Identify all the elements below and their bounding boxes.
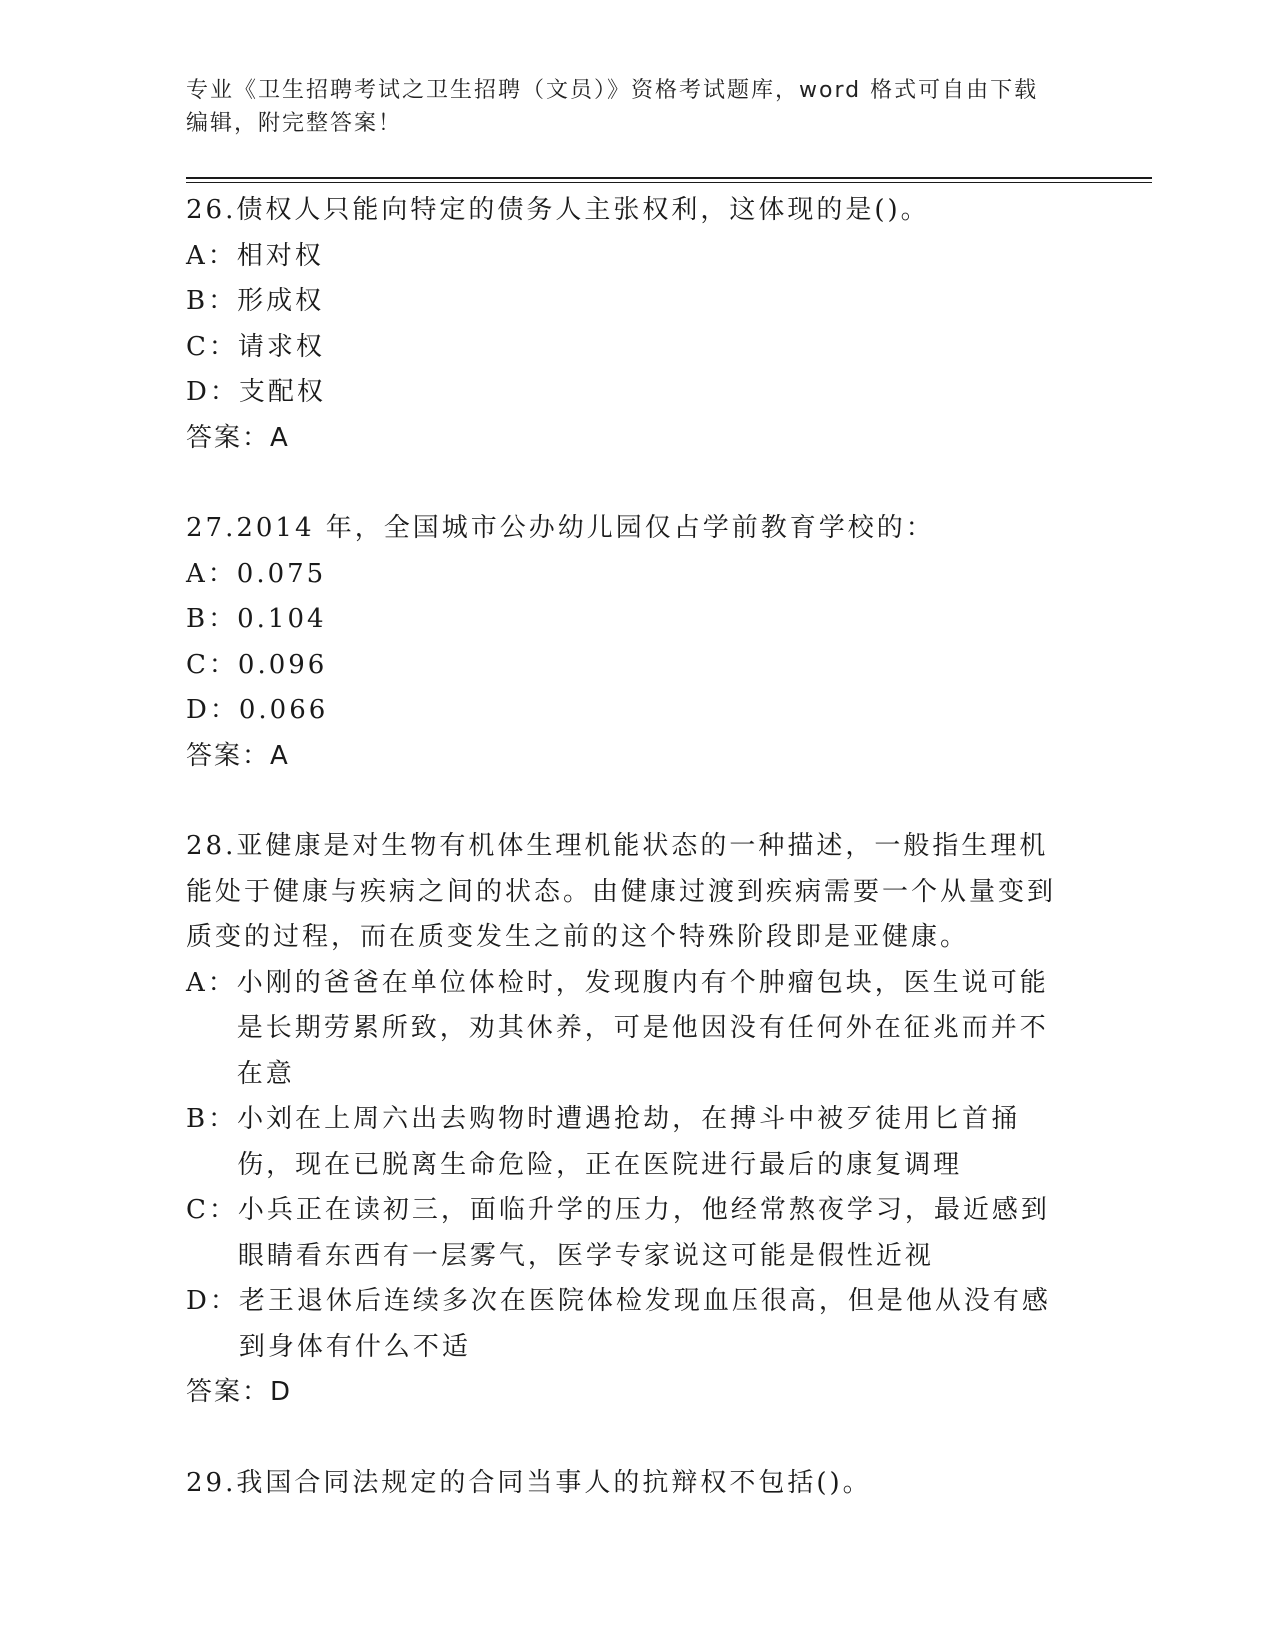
question-stem: 27.2014 年，全国城市公办幼儿园仅占学前教育学校的： — [186, 513, 935, 543]
question-27 — [186, 506, 1066, 779]
answer-line: 答案：A — [186, 740, 290, 771]
question-29 — [186, 1461, 1066, 1507]
option-letter: C： — [186, 649, 238, 680]
header-divider-thin — [186, 182, 1152, 183]
question-stem: 29.我国合同法规定的合同当事人的抗辩权不包括()。 — [186, 1467, 872, 1498]
option-d — [186, 1279, 1066, 1370]
question-stem: 28.亚健康是对生物有机体生理机能状态的一种描述，一般指生理机能处于健康与疾病之间的状态。由健康过渡到疾病需要一个从量变到质变的过程，而在质变发生之前的这个特殊阶段即是亚健康。 — [186, 831, 1057, 952]
answer-line: 答案：A — [186, 422, 290, 453]
option-b — [186, 279, 1066, 325]
option-text: 0.104 — [237, 604, 327, 634]
option-text: 小刚的爸爸在单位体检时，发现腹内有个肿瘤包块，医生说可能是长期劳累所致，劝其休养，可是他因没有任何外在征兆而并不在意 — [236, 967, 1049, 1089]
option-letter: B： — [186, 1104, 238, 1134]
option-a — [186, 552, 1066, 598]
question-28 — [186, 824, 1066, 1416]
option-text: 形成权 — [237, 286, 325, 316]
option-text: 小刘在上周六出去购物时遭遇抢劫，在搏斗中被歹徒用匕首捅伤，现在已脱离生命危险，正在医院进行最后的康复调理 — [237, 1104, 1021, 1180]
question-26 — [186, 188, 1066, 461]
option-text: 相对权 — [236, 240, 324, 271]
option-letter: A： — [186, 558, 237, 589]
option-letter: C： — [186, 1195, 238, 1225]
option-letter: D： — [186, 377, 239, 407]
option-text: 0.096 — [237, 649, 328, 680]
header-line-2: 编辑，附完整答案！ — [186, 111, 403, 136]
option-a — [186, 961, 1066, 1098]
header-line-1: 专业《卫生招聘考试之卫生招聘（文员）》资格考试题库，word 格式可自由下载 — [186, 78, 1039, 103]
option-letter: C： — [186, 331, 238, 362]
option-c — [186, 325, 1066, 371]
option-text: 支配权 — [238, 377, 326, 407]
option-letter: D： — [186, 695, 239, 725]
option-b — [186, 1097, 1066, 1188]
option-letter: D： — [186, 1286, 239, 1316]
option-letter: A： — [186, 240, 237, 271]
option-a — [186, 234, 1066, 280]
option-text: 小兵正在读初三，面临升学的压力，他经常熬夜学习，最近感到眼睛看东西有一层雾气，医学专家说这可能是假性近视 — [237, 1195, 1050, 1271]
option-text: 老王退休后连续多次在医院体检发现血压很高，但是他从没有感到身体有什么不适 — [238, 1286, 1051, 1362]
option-text: 0.066 — [238, 695, 329, 725]
option-d — [186, 688, 1066, 734]
option-letter: A： — [186, 967, 237, 998]
header-divider-thick — [186, 177, 1152, 179]
option-letter: B： — [186, 604, 238, 634]
option-letter: B： — [186, 286, 238, 316]
option-b — [186, 597, 1066, 643]
option-c — [186, 1188, 1066, 1279]
answer-line: 答案：D — [186, 1377, 293, 1407]
document-header — [186, 74, 1066, 140]
option-c — [186, 643, 1066, 689]
question-list — [186, 188, 1066, 1551]
question-stem: 26.债权人只能向特定的债务人主张权利，这体现的是()。 — [186, 195, 930, 225]
option-text: 0.075 — [236, 558, 327, 589]
option-d — [186, 370, 1066, 416]
option-text: 请求权 — [237, 331, 325, 362]
